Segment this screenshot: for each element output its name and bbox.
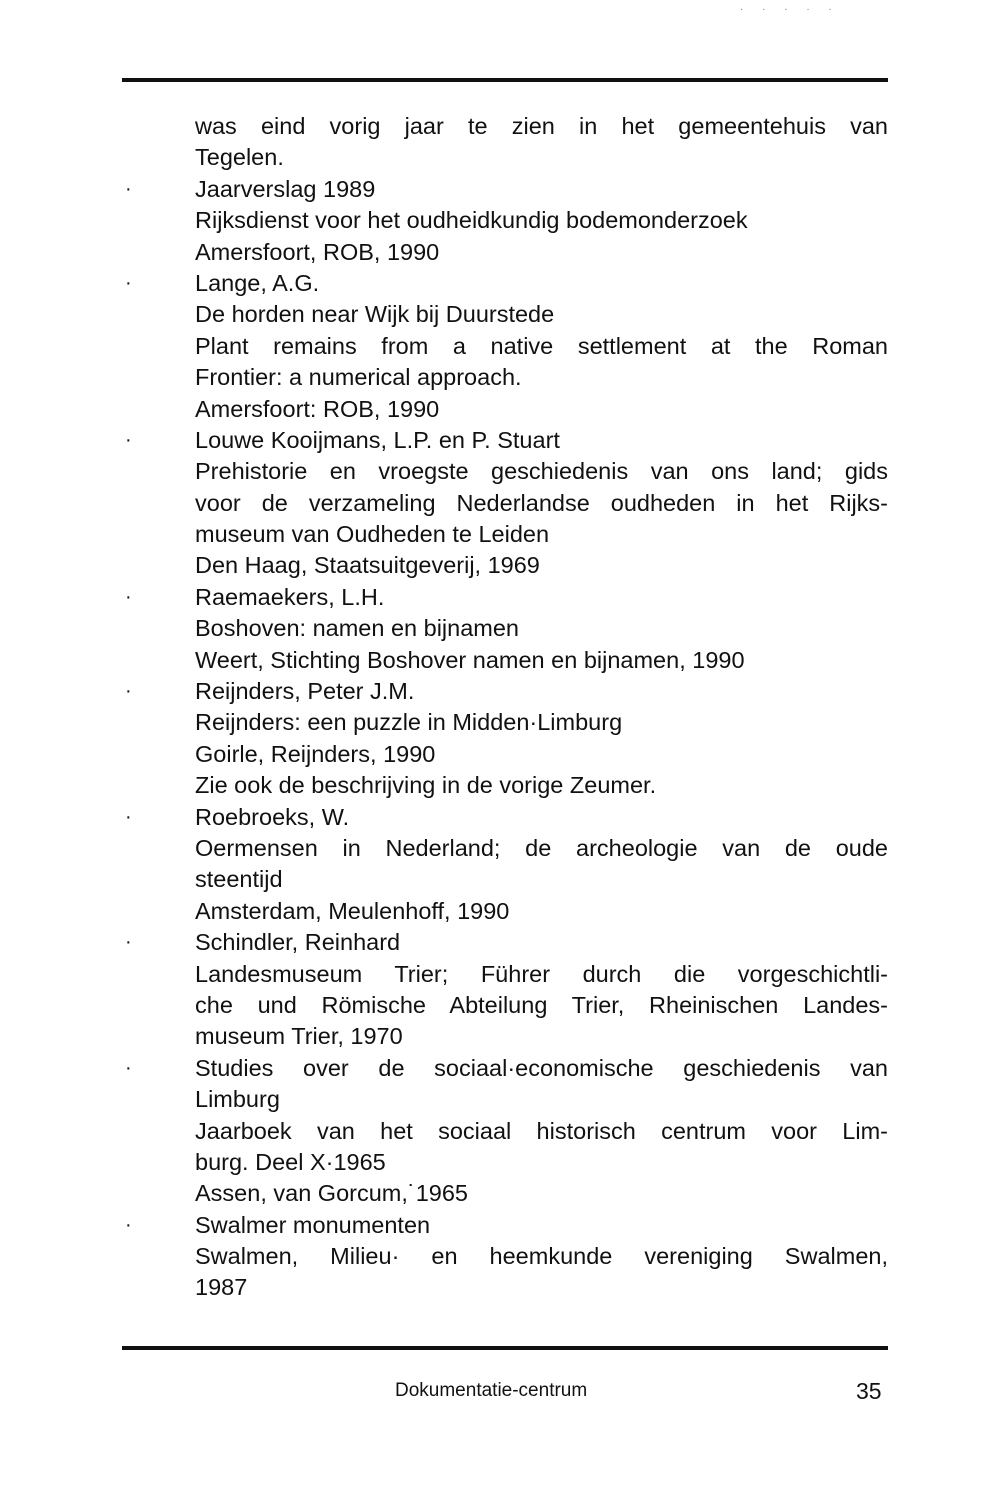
line-text: Zie ook de beschrijving in de vorige Zeumer.: [195, 772, 657, 799]
line-text: steentijd: [195, 866, 283, 893]
line-text: Roebroeks, W.: [195, 803, 350, 830]
line-text: Assen, van Gorcum,˙1965: [195, 1180, 468, 1207]
entry-line: [195, 896, 888, 927]
entry-line: [195, 739, 888, 770]
entry-first-line: [125, 174, 888, 205]
line-text: Oermensen in Nederland; de archeologie van de oude: [195, 834, 888, 861]
entry-first-line: [125, 1053, 888, 1084]
entry-line: [195, 237, 888, 268]
entry-line: [195, 394, 888, 425]
entry-line: [195, 456, 888, 487]
entry-line: [195, 111, 888, 142]
bullet-icon: ·: [125, 271, 132, 294]
line-text: Swalmer monumenten: [195, 1211, 431, 1238]
line-text: Den Haag, Staatsuitgeverij, 1969: [195, 552, 540, 579]
entry-first-line: [125, 676, 888, 707]
line-text: Lange, A.G.: [195, 269, 320, 296]
entry-line: [195, 864, 888, 895]
entry-first-line: [125, 802, 888, 833]
bullet-icon: ·: [125, 680, 132, 703]
entry-line: [195, 205, 888, 236]
line-text: Raemaekers, L.H.: [195, 583, 385, 610]
bullet-icon: ·: [125, 805, 132, 828]
entry-first-line: [125, 582, 888, 613]
line-text: Amsterdam, Meulenhoff, 1990: [195, 897, 510, 924]
line-text: De horden near Wijk bij Duurstede: [195, 301, 555, 328]
line-text: was eind vorig jaar te zien in het gemeentehuis van: [195, 113, 888, 139]
line-text: Rijksdienst voor het oudheidkundig bodemonderzoek: [195, 207, 748, 234]
line-text: Weert, Stichting Boshover namen en bijnamen, 1990: [195, 646, 745, 673]
line-text: voor de verzameling Nederlandse oudheden in het Rijks-: [195, 489, 888, 516]
entry-first-line: [125, 425, 888, 456]
line-text: Amersfoort, ROB, 1990: [195, 238, 440, 265]
entry-line: [195, 1084, 888, 1115]
line-text: Tegelen.: [195, 144, 284, 171]
entry-line: [195, 1178, 888, 1209]
line-text: Amersfoort: ROB, 1990: [195, 395, 440, 422]
line-text: Frontier: a numerical approach.: [195, 364, 522, 391]
line-text: Boshoven: namen en bijnamen: [195, 615, 519, 642]
line-text: Reijnders, Peter J.M.: [195, 678, 415, 705]
scan-specks: · · · · ·: [740, 4, 840, 15]
bibliography-list: [125, 111, 888, 1304]
page-number: 35: [856, 1378, 882, 1404]
bullet-icon: ·: [125, 931, 132, 954]
line-text: 1987: [195, 1274, 248, 1301]
entry-line: [195, 645, 888, 676]
entry-line: [195, 1147, 888, 1178]
line-text: burg. Deel X·1965: [195, 1148, 386, 1175]
line-text: Prehistorie en vroegste geschiedenis van ons land; gids: [195, 458, 888, 485]
entry-line: [195, 519, 888, 550]
line-text: museum van Oudheden te Leiden: [195, 521, 550, 548]
entry-line: [195, 959, 888, 990]
bullet-icon: ·: [125, 428, 132, 451]
entry-line: [195, 990, 888, 1021]
line-text: Schindler, Reinhard: [195, 929, 401, 956]
line-text: che und Römische Abteilung Trier, Rheinischen Landes-: [195, 991, 888, 1018]
line-text: Plant remains from a native settlement at the Roman: [195, 332, 888, 359]
entry-first-line: [125, 1210, 888, 1241]
bullet-icon: ·: [125, 1213, 132, 1236]
entry-first-line: [125, 268, 888, 299]
line-text: Goirle, Reijnders, 1990: [195, 740, 436, 767]
line-text: museum Trier, 1970: [195, 1023, 403, 1050]
entry-line: [195, 142, 888, 173]
line-text: Reijnders: een puzzle in Midden·Limburg: [195, 709, 623, 736]
bullet-icon: ·: [125, 177, 132, 200]
bottom-rule: [122, 1346, 888, 1350]
line-text: Jaarverslag 1989: [195, 175, 376, 202]
entry-line: [195, 362, 888, 393]
entry-first-line: [125, 927, 888, 958]
entry-line: [195, 613, 888, 644]
entry-line: [195, 770, 888, 801]
entry-line: [195, 1116, 888, 1147]
line-text: Landesmuseum Trier; Führer durch die vorgeschichtli-: [195, 960, 888, 987]
top-rule: [122, 78, 888, 82]
line-text: Jaarboek van het sociaal historisch centrum voor Lim-: [195, 1117, 888, 1144]
entry-line: [195, 550, 888, 581]
entry-line: [195, 833, 888, 864]
entry-line: [195, 299, 888, 330]
entry-line: [195, 331, 888, 362]
entry-line: [195, 488, 888, 519]
bullet-icon: ·: [125, 1056, 132, 1079]
entry-line: [195, 1021, 888, 1052]
footer-title: Dokumentatie-centrum: [395, 1380, 588, 1401]
line-text: Studies over de sociaal·economische geschiedenis van: [195, 1054, 888, 1081]
entry-line: [195, 707, 888, 738]
line-text: Swalmen, Milieu· en heemkunde vereniging Swalmen,: [195, 1243, 888, 1270]
entry-line: [195, 1272, 888, 1303]
line-text: Louwe Kooijmans, L.P. en P. Stuart: [195, 426, 560, 453]
line-text: Limburg: [195, 1086, 280, 1113]
entry-line: [195, 1241, 888, 1272]
bullet-icon: ·: [125, 585, 132, 608]
